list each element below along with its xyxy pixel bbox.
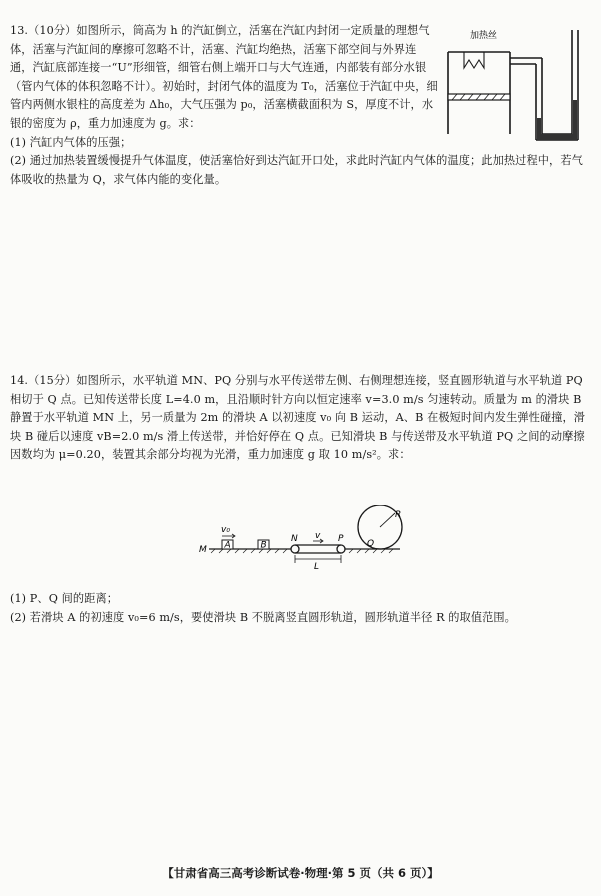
q14-figure bbox=[195, 505, 420, 571]
heater-label: 加热丝 bbox=[470, 31, 498, 41]
q14-parts bbox=[10, 590, 595, 627]
question-14 bbox=[10, 372, 595, 465]
q14-part-1: (1) P、Q 间的距离； bbox=[10, 592, 119, 605]
label-v0: v₀ bbox=[221, 525, 230, 535]
page-footer: 【甘肃省高三高考诊断试卷·物理·第 5 页（共 6 页）】 bbox=[162, 866, 439, 880]
q13-part-2: (2) 通过加热装置缓慢提升气体温度，使活塞恰好到达汽缸开口处，求此时汽缸内气体的温度；此加热过程中，若气体吸收的热量为 Q，求气体内能的变化量。 bbox=[10, 154, 583, 186]
heater-wire bbox=[464, 52, 484, 68]
label-L: L bbox=[314, 562, 320, 571]
q14-stem: 14.（15分）如图所示，水平轨道 MN、PQ 分别与水平传送带左侧、右侧理想连接，竖直圆形轨道与水平轨道 PQ 相切于 Q 点。已知传送带长度 L=4.0 m，且沿顺时针方向以恒定速率 v=3.0 m/s 匀速转动。质量为 m 的滑块 B 静置于水平轨道 MN 上，另一质量为 2m 的滑块 A 以初速度 v₀ 向 B 运动，A、B 在极短时间内发生弹性碰撞，滑块 B 碰后以速度 vB=2.0 m/s 滑上传送带，并恰好停在 Q 点。已知滑块 B 与传送带及水平轨道 PQ 之间的动摩擦因数均为 μ=0.20，装置其余部分均视为光滑，重力加速度 g 取 10 m/s²。求： bbox=[10, 374, 586, 462]
label-R: R bbox=[395, 510, 402, 520]
label-M: M bbox=[199, 545, 207, 555]
q13-part-1: (1) 汽缸内气体的压强； bbox=[10, 135, 132, 149]
mercury-right bbox=[573, 100, 577, 134]
q13-figure bbox=[440, 22, 590, 147]
belt-roller-right bbox=[337, 545, 345, 553]
label-B: B bbox=[260, 540, 267, 551]
label-A: A bbox=[224, 540, 231, 551]
q13-stem: 13.（10分）如图所示，筒高为 h 的汽缸倒立，活塞在汽缸内封闭一定质量的理想气体，活塞与汽缸间的摩擦可忽略不计，活塞、汽缸均绝热，活塞下部空间与外界连通，汽缸底部连接一“U”形细管，细管右侧上端开口与大气连通，内部装有部分水银（管内气体的体积忽略不计）。初始时，封闭气体的温度为 T₀，活塞位于汽缸中央，细管内两侧水银柱的高度差为 Δh₀，大气压强为 p₀，活塞横截面积为 S，厚度不计，水银的密度为 ρ，重力加速度为 g。求： bbox=[10, 24, 438, 130]
mercury-left bbox=[537, 118, 541, 134]
label-Q: Q bbox=[367, 539, 375, 549]
label-v: v bbox=[315, 531, 321, 541]
label-P: P bbox=[338, 534, 344, 544]
label-N: N bbox=[291, 534, 298, 544]
q14-part-2: (2) 若滑块 A 的初速度 v₀=6 m/s，要使滑块 B 不脱离竖直圆形轨道，圆形轨道半径 R 的取值范围。 bbox=[10, 610, 516, 624]
belt-roller-left bbox=[291, 545, 299, 553]
